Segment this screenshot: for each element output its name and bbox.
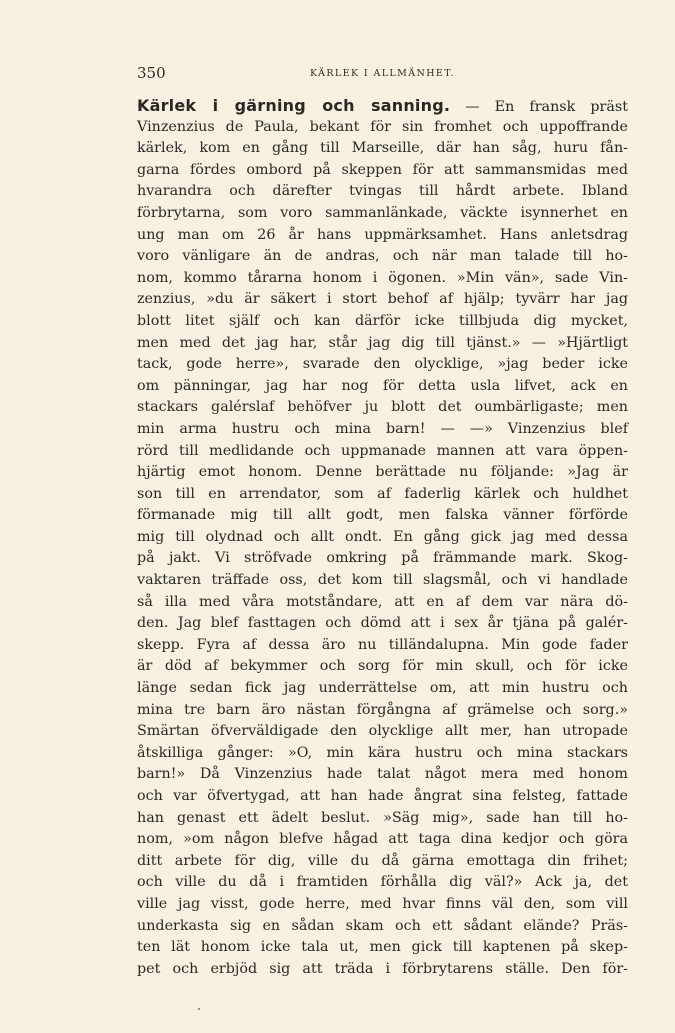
text-line: Vinzenzius de Paula, bekant för sin fromhet och uppoffrande <box>137 118 628 135</box>
text-line: ville jag visst, gode herre, med hvar finns väl den, som vill <box>137 895 628 912</box>
text-line: förmanade mig till allt godt, men falska vänner förförde <box>137 507 628 524</box>
text-line: blott litet själf och kan därför icke tillbjuda dig mycket, <box>137 312 628 329</box>
text-line: zenzius, »du är säkert i stort behof af hjälp; tyvärr har jag <box>137 291 628 308</box>
text-line: mig till olydnad och allt ondt. En gång gick jag med dessa <box>137 528 628 545</box>
text-line: och var öfvertygad, att han hade ångrat sina felsteg, fattade <box>137 788 628 804</box>
text-line: mina tre barn äro nästan förgångna af grämelse och sorg.» <box>137 701 628 718</box>
page-number: 350 <box>137 64 166 82</box>
text-line: skepp. Fyra af dessa äro nu tilländalupna. Min gode fader <box>137 636 628 653</box>
text-line: och ville du då i framtiden förhålla dig väl?» Ack ja, det <box>137 874 628 891</box>
text-line <box>137 95 628 117</box>
text-line: så illa med våra motståndare, att en af dem var nära dö- <box>137 593 628 610</box>
text-line: nom, »om någon blefve hågad att taga dina kedjor och göra <box>137 831 628 848</box>
page-header <box>137 64 628 86</box>
text-line: han genast ett ädelt beslut. »Säg mig», sade han till ho- <box>137 809 628 826</box>
text-line: hjärtig emot honom. Denne berättade nu följande: »Jag är <box>137 464 628 481</box>
running-head: KÄRLEK I ALLMÄNHET. <box>309 68 456 79</box>
text-line: om pänningar, jag har nog för detta usla lifvet, ack en <box>137 377 628 394</box>
text-line: hvarandra och därefter tvingas till hårdt arbete. Ibland <box>137 183 628 200</box>
text-line: vaktaren träffade oss, det kom till slagsmål, och vi handlade <box>137 572 628 589</box>
article-body <box>137 95 628 980</box>
text-line: Smärtan öfverväldigade den olycklige allt mer, han utropade <box>137 723 628 740</box>
text-line: är död af bekymmer och sorg för min skull, och för icke <box>137 658 628 675</box>
text-line: garna fördes ombord på skeppen för att sammansmidas med <box>137 161 628 178</box>
text-line: pet och erbjöd sig att träda i förbrytarens ställe. Den för- <box>137 960 628 977</box>
article-heading: Kärlek i gärning och sanning. <box>137 96 451 115</box>
text-line: underkasta sig en sådan skam och ett sådant elände? Präs- <box>137 917 628 934</box>
text-line: ung man om 26 år hans uppmärksamhet. Hans anletsdrag <box>137 226 628 243</box>
paper-speck <box>198 1008 200 1010</box>
text-line: men med det jag har, står jag dig till tjänst.» — »Hjärtligt <box>137 334 628 351</box>
text-line: rörd till medlidande och uppmanade mannen att vara öppen- <box>137 442 628 459</box>
text-line: den. Jag blef fasttagen och dömd att i sex år tjäna på galér- <box>137 615 628 632</box>
text-line: tack, gode herre», svarade den olycklige, »jag beder icke <box>137 356 628 373</box>
text-line: barn!» Då Vinzenzius hade talat något mera med honom <box>137 766 628 783</box>
text-line: son till en arrendator, som af faderlig kärlek och huldhet <box>137 485 628 502</box>
text-line: stackars galérslaf behöfver ju blott det oumbärligaste; men <box>137 399 628 416</box>
text-line: förbrytarna, som voro sammanlänkade, väckte isynnerhet en <box>137 204 628 221</box>
text-line: voro vänligare än de andras, och när man talade till ho- <box>137 248 628 265</box>
text-line: ditt arbete för dig, ville du då gärna emottaga din frihet; <box>137 852 628 869</box>
text-line: min arma hustru och mina barn! — —» Vinzenzius blef <box>137 420 628 437</box>
text-line: ten lät honom icke tala ut, men gick till kaptenen på skep- <box>137 939 628 956</box>
text-line: kärlek, kom en gång till Marseille, där han såg, huru fån- <box>137 140 628 157</box>
text-line: länge sedan fick jag underrättelse om, att min hustru och <box>137 680 628 697</box>
text-line-segment: — En fransk präst <box>465 99 628 115</box>
text-line: åtskilliga gånger: »O, min kära hustru och mina stackars <box>137 744 628 761</box>
text-line: nom, kommo tårarna honom i ögonen. »Min vän», sade Vin- <box>137 269 628 286</box>
text-line: på jakt. Vi ströfvade omkring på främmande mark. Skog- <box>137 550 628 567</box>
